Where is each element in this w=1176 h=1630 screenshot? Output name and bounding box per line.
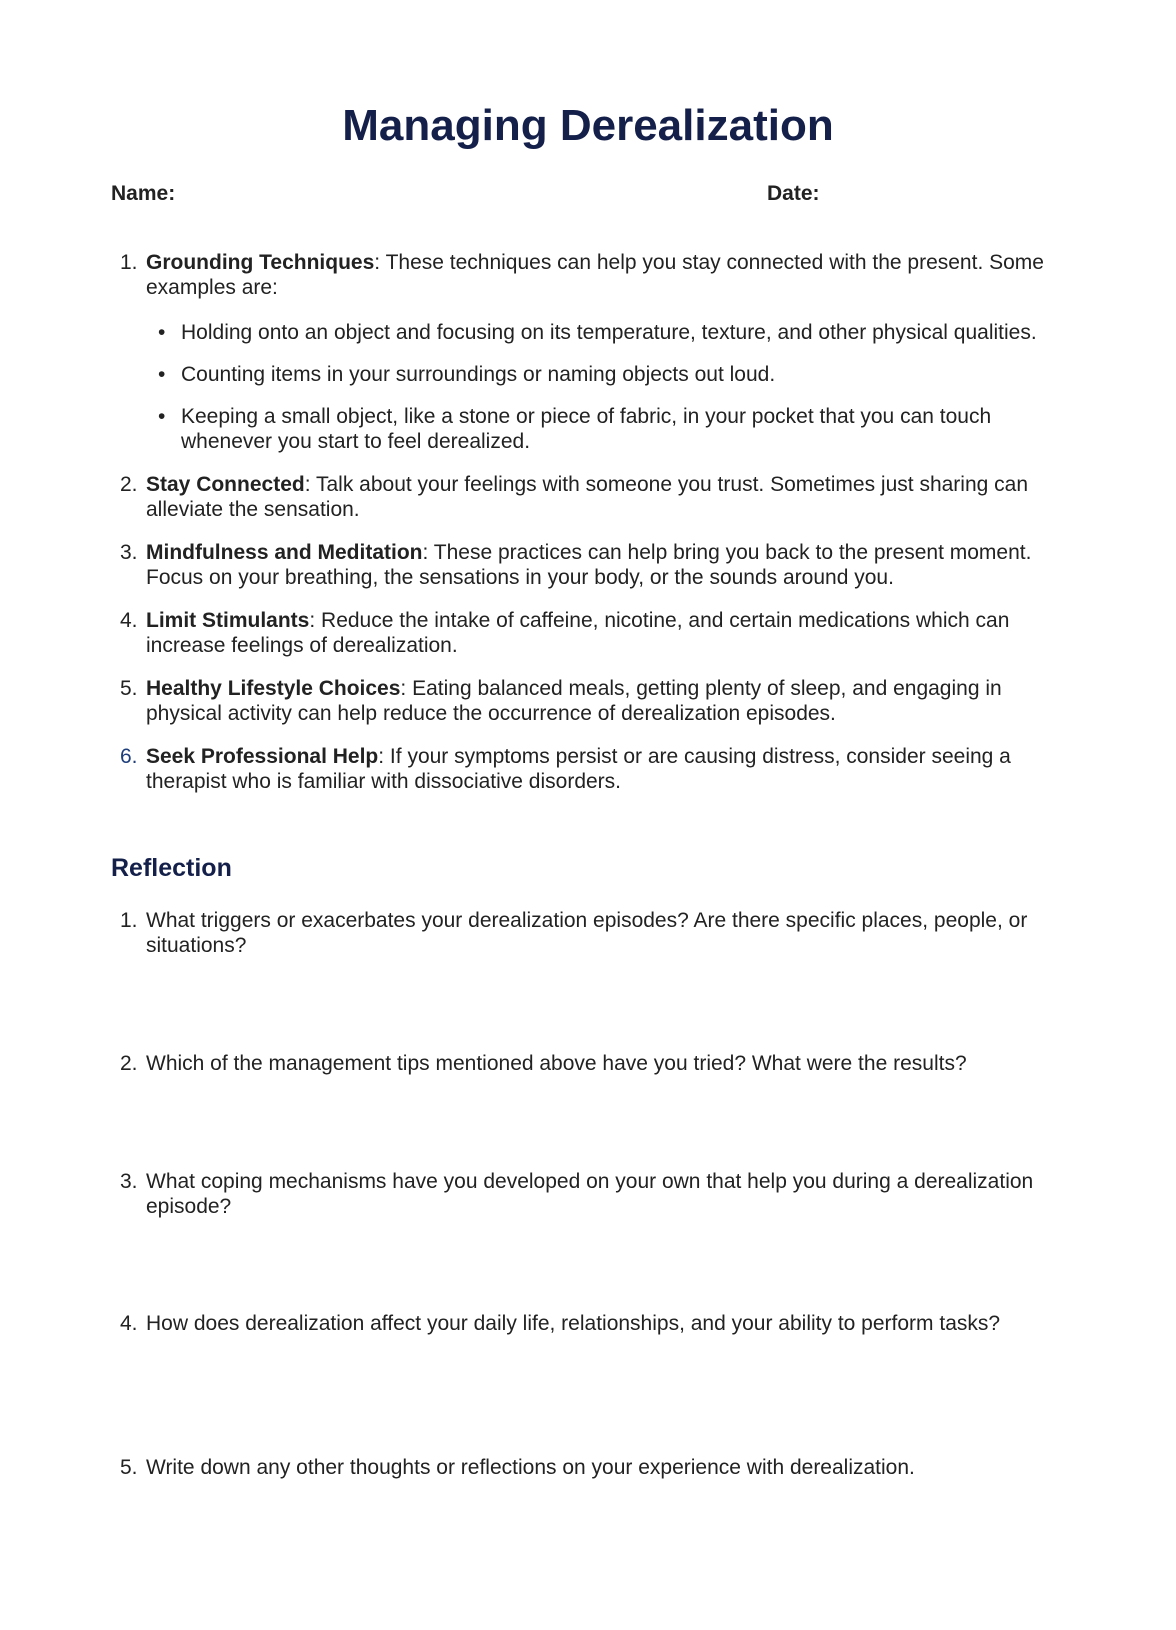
question-text: Write down any other thoughts or reflections on your experience with derealization.: [146, 1456, 915, 1479]
reflection-question: [111, 1051, 1071, 1076]
tip-title: Healthy Lifestyle Choices: [146, 677, 401, 700]
reflection-question: [111, 908, 1071, 958]
reflection-question: [111, 1169, 1071, 1219]
question-number: 4.: [120, 1312, 138, 1335]
question-number: 5.: [120, 1456, 138, 1479]
tip-limit-stimulants: [111, 608, 1071, 658]
reflection-heading: Reflection: [111, 854, 232, 882]
question-number: 2.: [120, 1052, 138, 1075]
date-field-label: Date:: [767, 182, 820, 205]
tip-text: : Talk about your feelings with someone you trust. Sometimes just sharing can alleviate the sensation.: [146, 473, 1029, 521]
question-text: Which of the management tips mentioned above have you tried? What were the results?: [146, 1052, 967, 1075]
tip-number: 1.: [120, 251, 138, 274]
list-item: [146, 362, 1071, 387]
bullet-icon: •: [158, 363, 166, 386]
bullet-icon: •: [158, 321, 166, 344]
grounding-examples-list: [146, 320, 1071, 454]
question-number: 3.: [120, 1170, 138, 1193]
tip-number: 5.: [120, 677, 138, 700]
example-text: Holding onto an object and focusing on its temperature, texture, and other physical qualities.: [181, 321, 1037, 344]
list-item: [146, 404, 1071, 454]
tip-seek-professional-help: [111, 744, 1071, 794]
tip-title: Limit Stimulants: [146, 609, 310, 632]
example-text: Keeping a small object, like a stone or piece of fabric, in your pocket that you can touch whenever you start to feel derealized.: [181, 405, 992, 453]
tip-text: : If your symptoms persist or are causing distress, consider seeing a therapist who is familiar with dissociative disorders.: [146, 745, 1011, 793]
tip-mindfulness-meditation: [111, 540, 1071, 590]
tip-title: Mindfulness and Meditation: [146, 541, 423, 564]
reflection-question: [111, 1311, 1071, 1336]
bullet-icon: •: [158, 405, 166, 428]
name-field-label: Name:: [111, 182, 176, 205]
example-text: Counting items in your surroundings or naming objects out loud.: [181, 363, 776, 386]
tip-number: 4.: [120, 609, 138, 632]
tip-number: 6.: [120, 745, 138, 768]
tip-title: Stay Connected: [146, 473, 305, 496]
tip-number: 2.: [120, 473, 138, 496]
management-tips-list: [111, 250, 1071, 812]
question-number: 1.: [120, 909, 138, 932]
tip-text: : These practices can help bring you back to the present moment. Focus on your breathing, the sensations in your body, or the sounds around you.: [146, 541, 1032, 589]
list-item: [146, 320, 1071, 345]
tip-stay-connected: [111, 472, 1071, 522]
tip-text: : Reduce the intake of caffeine, nicotine, and certain medications which can increase feelings of derealization.: [146, 609, 1010, 657]
tip-title: Grounding Techniques: [146, 251, 375, 274]
question-text: How does derealization affect your daily life, relationships, and your ability to perform tasks?: [146, 1312, 1001, 1335]
tip-text: : These techniques can help you stay connected with the present. Some examples are:: [146, 251, 1044, 299]
tip-number: 3.: [120, 541, 138, 564]
tip-title: Seek Professional Help: [146, 745, 379, 768]
question-text: What coping mechanisms have you developed on your own that help you during a derealization episode?: [146, 1170, 1034, 1218]
question-text: What triggers or exacerbates your derealization episodes? Are there specific places, people, or situations?: [146, 909, 1028, 957]
tip-healthy-lifestyle: [111, 676, 1071, 726]
tip-text: : Eating balanced meals, getting plenty of sleep, and engaging in physical activity can help reduce the occurrence of derealization episodes.: [146, 677, 1002, 725]
reflection-question: [111, 1455, 1071, 1480]
tip-grounding-techniques: [111, 250, 1071, 454]
page-title: Managing Derealization: [342, 101, 834, 150]
